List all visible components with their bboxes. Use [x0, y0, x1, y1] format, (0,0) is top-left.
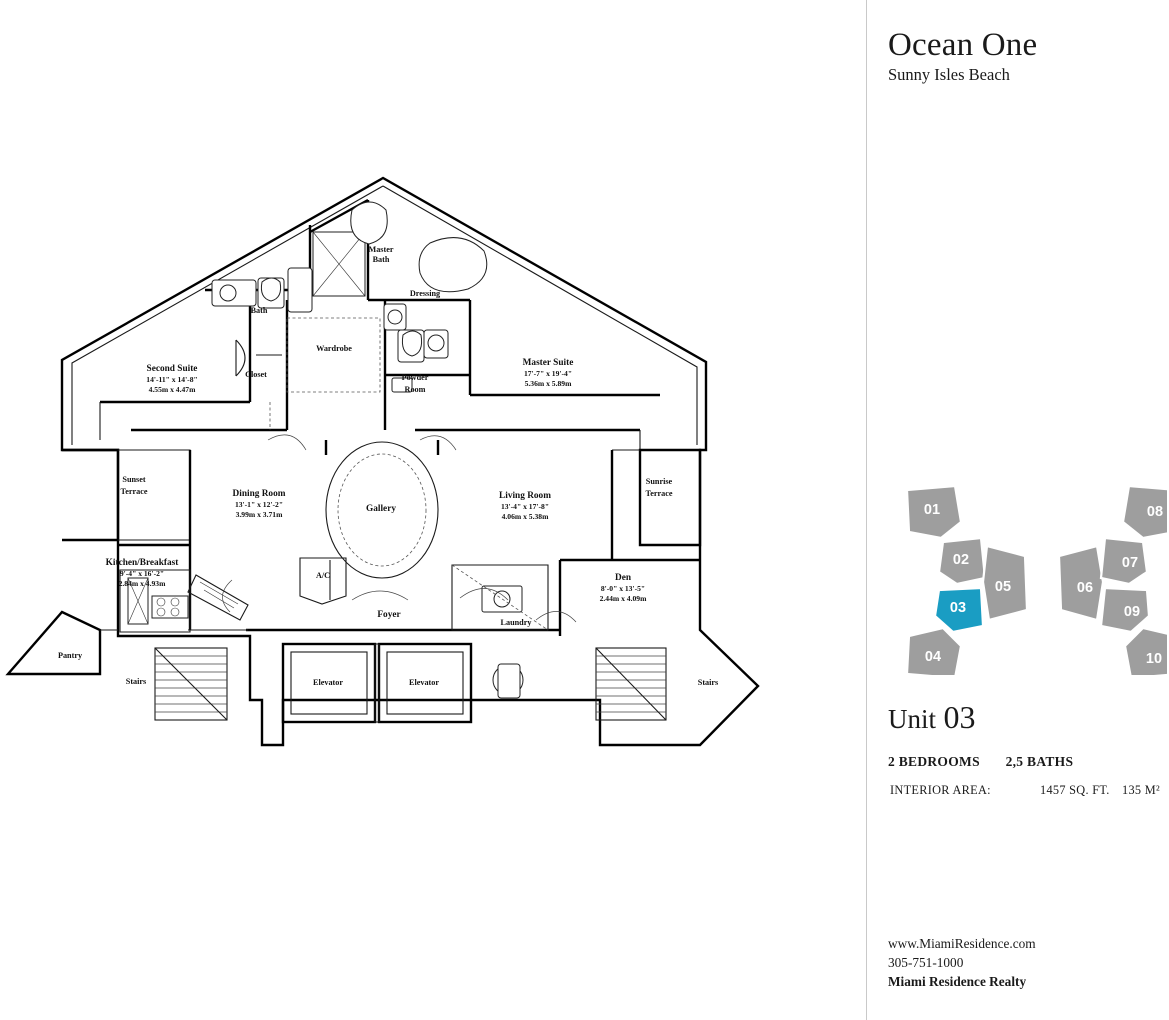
unit-bedrooms: 2 BEDROOMS [888, 754, 980, 770]
label-closet: Closet [245, 370, 267, 379]
room-label-kitchen: Kitchen/Breakfast [105, 558, 179, 568]
footer-phone[interactable]: 305-751-1000 [888, 954, 964, 970]
unit-specs [888, 754, 1163, 770]
room-dim-dining-m: 3.99m x 3.71m [235, 510, 283, 519]
label-master-bath-line1: Master [368, 245, 394, 254]
ac-closet [300, 558, 346, 604]
label-stairs-left: Stairs [125, 677, 147, 686]
keyplate-label-01: 01 [923, 501, 941, 518]
area-label: INTERIOR AREA: [890, 783, 991, 798]
room-dim-master-suite-m: 5.36m x 5.89m [524, 379, 572, 388]
keyplate-label-08: 08 [1146, 503, 1164, 520]
label-stairs-right: Stairs [697, 678, 719, 687]
label-foyer: Foyer [377, 610, 401, 620]
label-wardrobe: Wardrobe [316, 344, 352, 353]
room-dim-den-m: 2.44m x 4.09m [599, 594, 647, 603]
room-dim-dining-ft: 13'-1" x 12'-2" [234, 500, 284, 509]
unit-baths: 2,5 BATHS [1005, 754, 1074, 770]
elevators [283, 644, 471, 722]
unit-title-word: Unit [888, 704, 937, 734]
keyplate-diagram [877, 460, 1167, 675]
page-title: Ocean One [888, 27, 1038, 63]
room-dim-second-suite-m: 4.55m x 4.47m [148, 385, 196, 394]
room-dim-den-ft: 8'-0" x 13'-5" [600, 584, 646, 593]
keyplate-label-05: 05 [994, 578, 1012, 595]
room-label-second-suite: Second Suite [146, 364, 198, 374]
keyplate-label-04: 04 [924, 648, 942, 665]
room-label-master-suite: Master Suite [522, 358, 574, 368]
area-sqft: 1457 SQ. FT. [1040, 783, 1110, 798]
unit-area-row [888, 783, 1163, 798]
room-label-dining-room: Dining Room [232, 489, 286, 499]
keyplate-label-09: 09 [1123, 603, 1141, 620]
label-elevator-left: Elevator [312, 678, 344, 687]
label-laundry: Laundry [500, 618, 532, 627]
room-dim-second-suite-ft: 14'-11" x 14'-8" [146, 375, 198, 384]
contact-footer [888, 935, 1163, 992]
info-panel [867, 0, 1169, 1020]
unit-title-number: 03 [943, 699, 976, 735]
label-sunset-terrace-line2: Terrace [120, 487, 148, 496]
room-label-living-room: Living Room [499, 491, 551, 501]
area-sqm: 135 M² [1122, 783, 1160, 798]
label-sunrise-terrace-line2: Terrace [645, 489, 673, 498]
unit-title [888, 700, 1163, 735]
unit-keyplate[interactable] [877, 460, 1167, 667]
room-dim-kitchen-ft: 9'-4" x 16'-2" [119, 569, 165, 578]
interior-walls-lower [118, 450, 700, 636]
room-dim-master-suite-ft: 17'-7" x 19'-4" [523, 369, 573, 378]
room-dim-living-m: 4.06m x 5.38m [501, 512, 549, 521]
label-powder-room-line1: Powder [401, 373, 429, 382]
footer-brand: Miami Residence Realty [888, 973, 1027, 989]
label-master-bath-line2: Bath [372, 255, 390, 264]
keyplate-label-03: 03 [949, 599, 967, 616]
keyplate-label-02: 02 [952, 551, 970, 568]
label-ac: A/C [315, 571, 331, 580]
project-header [888, 28, 1158, 84]
label-powder-room-line2: Room [404, 385, 426, 394]
label-bath: Bath [250, 306, 268, 315]
keyplate-label-06: 06 [1076, 579, 1094, 596]
keyplate-label-07: 07 [1121, 554, 1139, 571]
label-pantry: Pantry [57, 651, 83, 660]
bathroom-fixtures [212, 202, 487, 392]
label-sunset-terrace-line1: Sunset [122, 475, 146, 484]
door-arcs [222, 435, 576, 622]
room-label-den: Den [614, 573, 632, 583]
label-dressing: Dressing [409, 289, 441, 298]
label-sunrise-terrace-line1: Sunrise [645, 477, 673, 486]
label-elevator-right: Elevator [408, 678, 440, 687]
project-location: Sunny Isles Beach [888, 64, 1010, 84]
terraces [62, 450, 700, 545]
footer-website[interactable]: www.MiamiResidence.com [888, 936, 1036, 951]
unit-info [888, 700, 1163, 798]
room-dim-kitchen-m: 2.84m x 4.93m [118, 579, 166, 588]
keyplate-label-10: 10 [1145, 650, 1163, 667]
label-gallery: Gallery [366, 504, 396, 514]
room-dim-living-ft: 13'-4" x 17'-8" [500, 502, 550, 511]
